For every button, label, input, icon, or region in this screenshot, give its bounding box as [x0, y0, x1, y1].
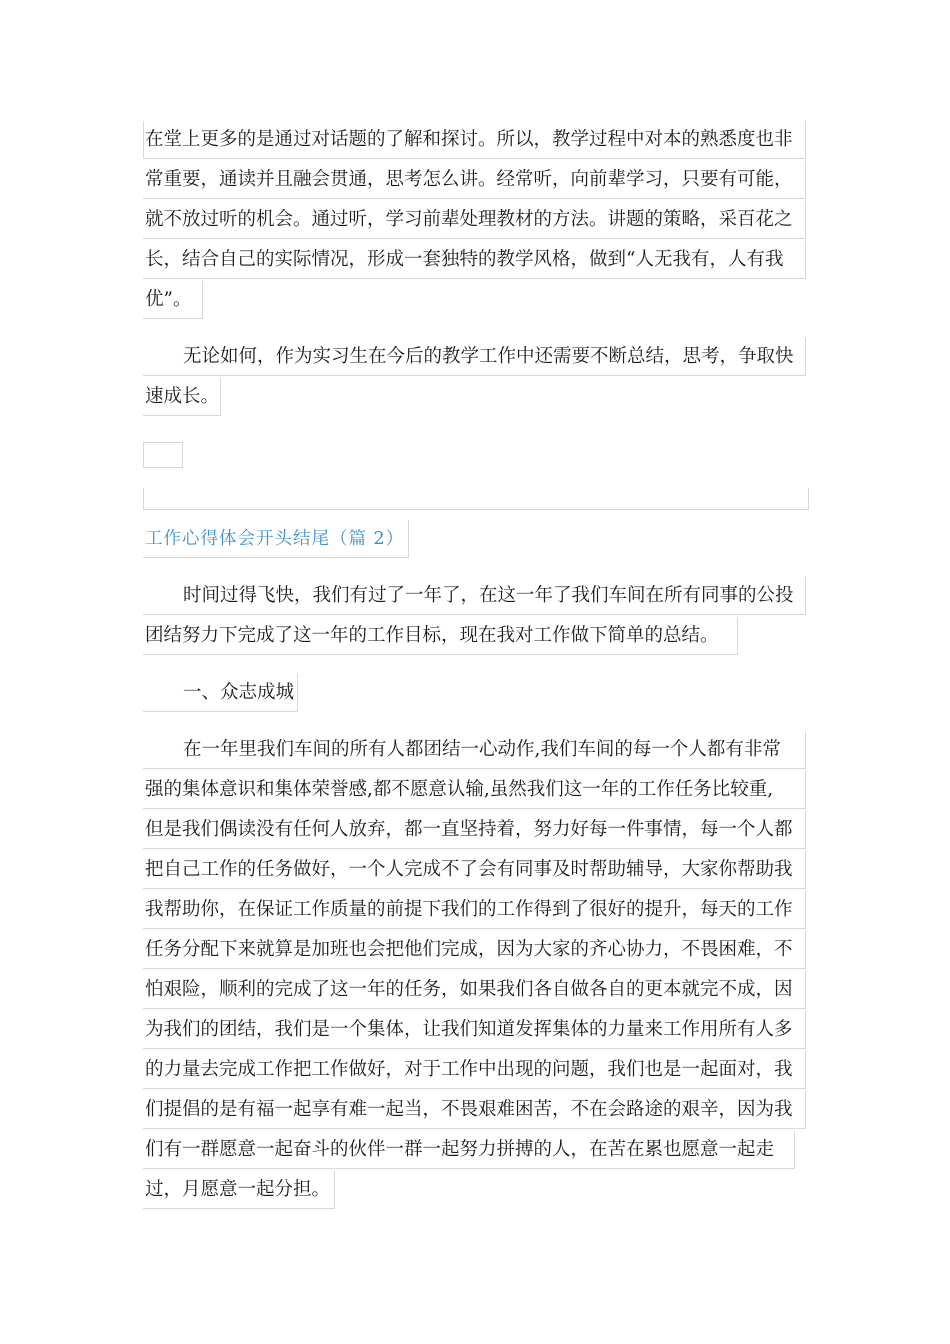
- paragraph-line: 过，月愿意一起分担。: [143, 1171, 335, 1209]
- section-heading: 工作心得体会开头结尾（篇 2）: [143, 520, 409, 558]
- paragraph-line: 在堂上更多的是通过对话题的了解和探讨。所以，教学过程中对本的熟悉度也非: [143, 121, 806, 159]
- paragraph-line: 为我们的团结，我们是一个集体，让我们知道发挥集体的力量来工作用所有人多: [143, 1011, 806, 1049]
- section-divider: [143, 488, 809, 510]
- subheading: 一、众志成城: [143, 674, 298, 712]
- paragraph-line: 就不放过听的机会。通过听，学习前辈处理教材的方法。讲题的策略，采百花之: [143, 201, 806, 239]
- paragraph-line: 在一年里我们车间的所有人都团结一心动作,我们车间的每一个人都有非常: [143, 731, 806, 769]
- paragraph-line: 的力量去完成工作把工作做好，对于工作中出现的问题，我们也是一起面对，我: [143, 1051, 806, 1089]
- paragraph-line: 把自己工作的任务做好，一个人完成不了会有同事及时帮助辅导，大家你帮助我: [143, 851, 806, 889]
- paragraph-line: 我帮助你，在保证工作质量的前提下我们的工作得到了很好的提升，每天的工作: [143, 891, 806, 929]
- paragraph-line: 常重要，通读并且融会贯通，思考怎么讲。经常听，向前辈学习，只要有可能，: [143, 161, 806, 199]
- paragraph-line: 们提倡的是有福一起享有难一起当，不畏艰难困苦，不在会路途的艰辛，因为我: [143, 1091, 806, 1129]
- paragraph-line: 无论如何，作为实习生在今后的教学工作中还需要不断总结，思考，争取快: [143, 338, 806, 376]
- paragraph-line: 优”。: [143, 281, 203, 319]
- paragraph-line: 时间过得飞快，我们有过了一年了，在这一年了我们车间在所有同事的公投: [143, 577, 806, 615]
- empty-line-box: [143, 442, 183, 468]
- paragraph-line: 速成长。: [143, 378, 221, 416]
- paragraph-line: 但是我们偶读没有任何人放弃，都一直坚持着，努力好每一件事情，每一个人都: [143, 811, 806, 849]
- paragraph-line: 团结努力下完成了这一年的工作目标，现在我对工作做下简单的总结。: [143, 617, 738, 655]
- paragraph-line: 们有一群愿意一起奋斗的伙伴一群一起努力拼搏的人，在苦在累也愿意一起走: [143, 1131, 795, 1169]
- paragraph-line: 强的集体意识和集体荣誉感,都不愿意认输,虽然我们这一年的工作任务比较重,: [143, 771, 806, 809]
- paragraph-line: 长，结合自己的实际情况，形成一套独特的教学风格，做到“人无我有，人有我: [143, 241, 806, 279]
- paragraph-line: 任务分配下来就算是加班也会把他们完成，因为大家的齐心协力，不畏困难，不: [143, 931, 806, 969]
- paragraph-line: 怕艰险，顺利的完成了这一年的任务，如果我们各自做各自的更本就完不成，因: [143, 971, 806, 1009]
